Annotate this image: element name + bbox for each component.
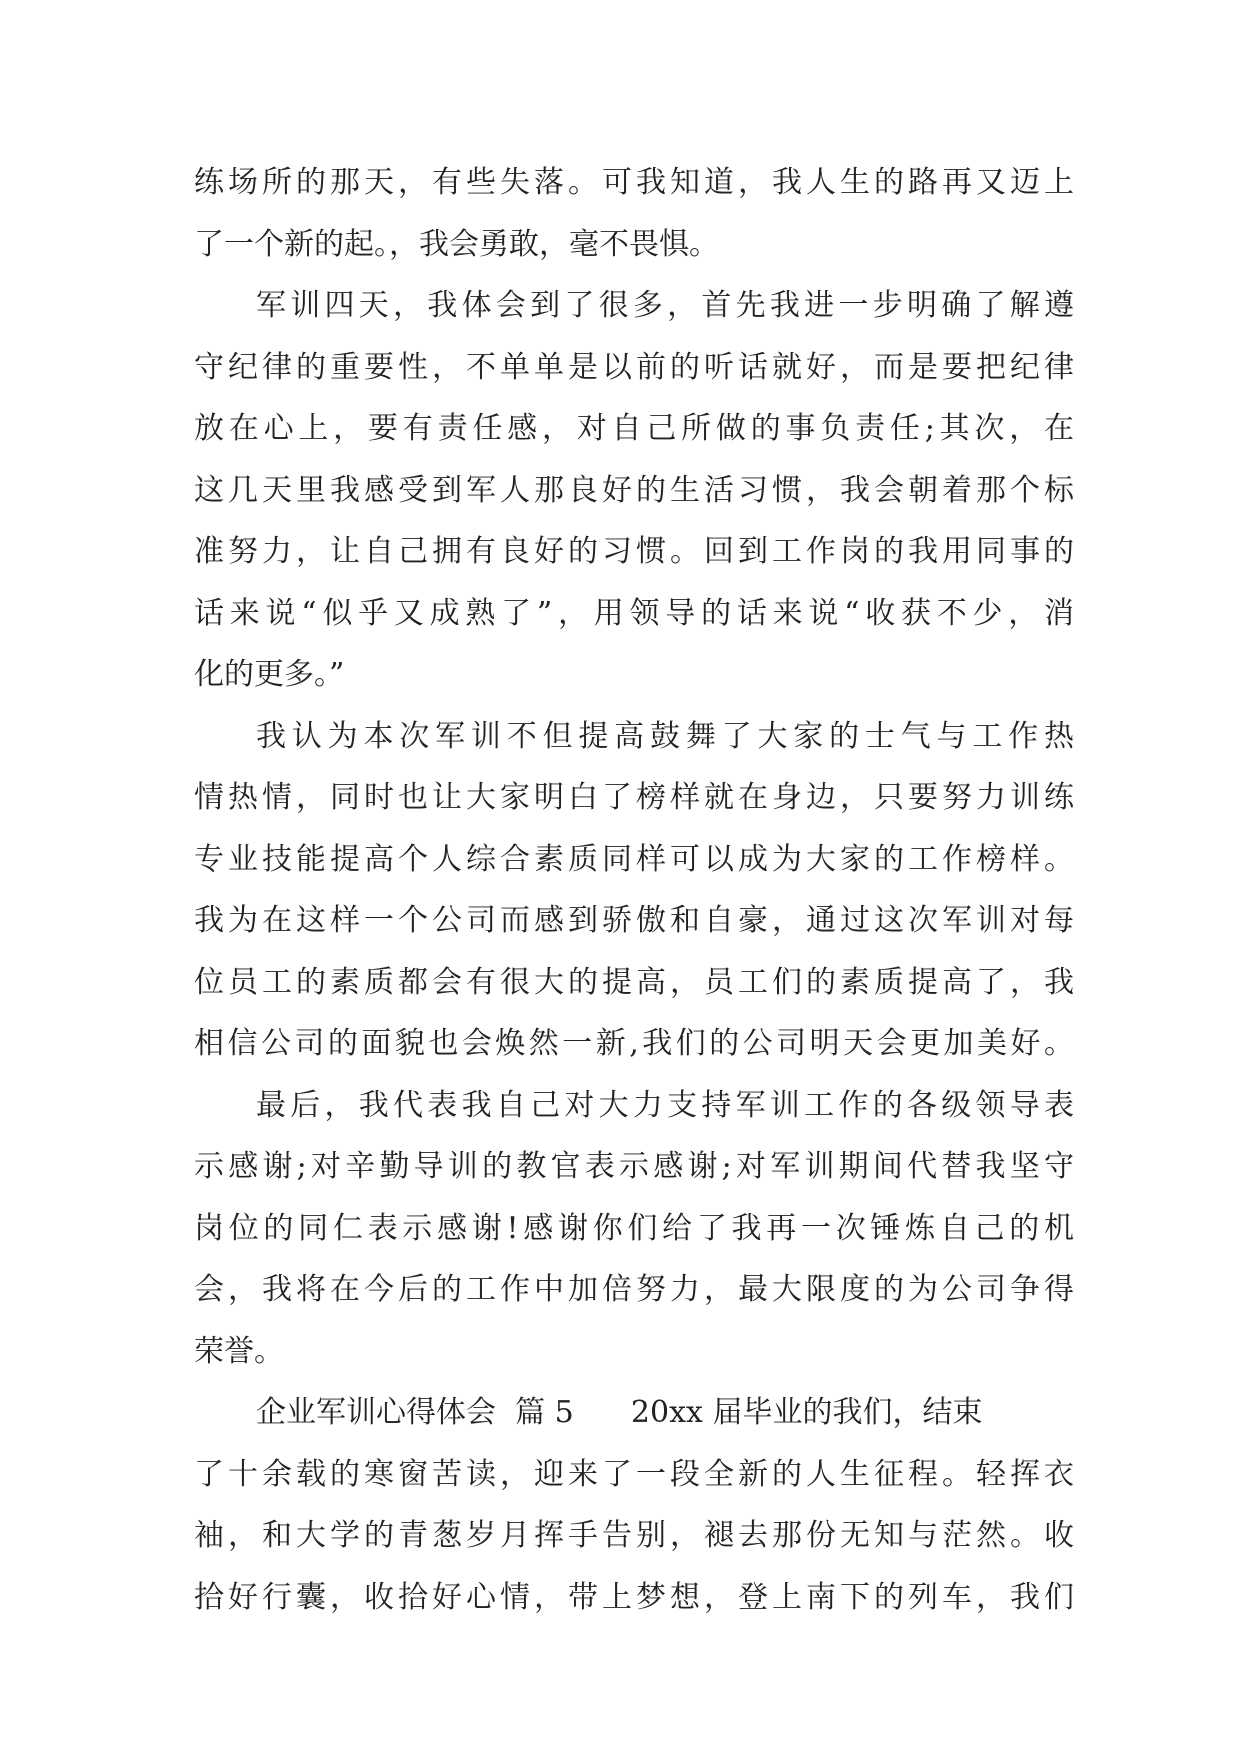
text-line: 位员工的素质都会有很大的提高，员工们的素质提高了，我 [194, 964, 1074, 1000]
text-line: 话来说“似乎又成熟了”，用领导的话来说“收获不少，消 [194, 595, 1074, 631]
text-line: 袖，和大学的青葱岁月挥手告别，褪去那份无知与茫然。收 [194, 1518, 1074, 1553]
text-line: 会，我将在今后的工作中加倍努力，最大限度的为公司争得 [194, 1272, 1074, 1307]
text-line: 最后，我代表我自己对大力支持军训工作的各级领导表 [256, 1087, 1074, 1123]
text-line: 专业技能提高个人综合素质同样可以成为大家的工作榜样。 [194, 841, 1074, 877]
text-line: 化的更多。” [194, 657, 345, 692]
document-body [194, 152, 1074, 1628]
text-line: 了一个新的起。，我会勇敢，毫不畏惧。 [194, 226, 719, 262]
text-line: 练场所的那天，有些失落。可我知道，我人生的路再又迈上 [194, 165, 1074, 200]
text-line: 荣誉。 [194, 1333, 284, 1369]
text-line: 我为在这样一个公司而感到骄傲和自豪，通过这次军训对每 [194, 903, 1074, 938]
text-line: 军训四天，我体会到了很多，首先我进一步明确了解遵 [256, 288, 1074, 323]
text-line: 准努力，让自己拥有良好的习惯。回到工作岗的我用同事的 [194, 534, 1074, 569]
text-line: 企业军训心得体会 篇 5 20xx 届毕业的我们，结束 [256, 1395, 983, 1430]
text-line: 了十余载的寒窗苦读，迎来了一段全新的人生征程。轻挥衣 [194, 1456, 1074, 1492]
text-line: 相信公司的面貌也会焕然一新,我们的公司明天会更加美好。 [194, 1026, 1074, 1061]
text-line: 情热情，同时也让大家明白了榜样就在身边，只要努力训练 [194, 780, 1074, 815]
text-line: 岗位的同仁表示感谢!感谢你们给了我再一次锤炼自己的机 [194, 1210, 1074, 1246]
text-line: 这几天里我感受到军人那良好的生活习惯，我会朝着那个标 [194, 472, 1074, 508]
text-line: 示感谢;对辛勤导训的教官表示感谢;对军训期间代替我坚守 [194, 1149, 1074, 1184]
text-line: 我认为本次军训不但提高鼓舞了大家的士气与工作热 [256, 718, 1074, 754]
text-line: 守纪律的重要性，不单单是以前的听话就好，而是要把纪律 [194, 349, 1074, 385]
text-line: 放在心上，要有责任感，对自己所做的事负责任;其次，在 [194, 411, 1074, 446]
text-line: 拾好行囊，收拾好心情，带上梦想，登上南下的列车，我们 [194, 1579, 1074, 1615]
